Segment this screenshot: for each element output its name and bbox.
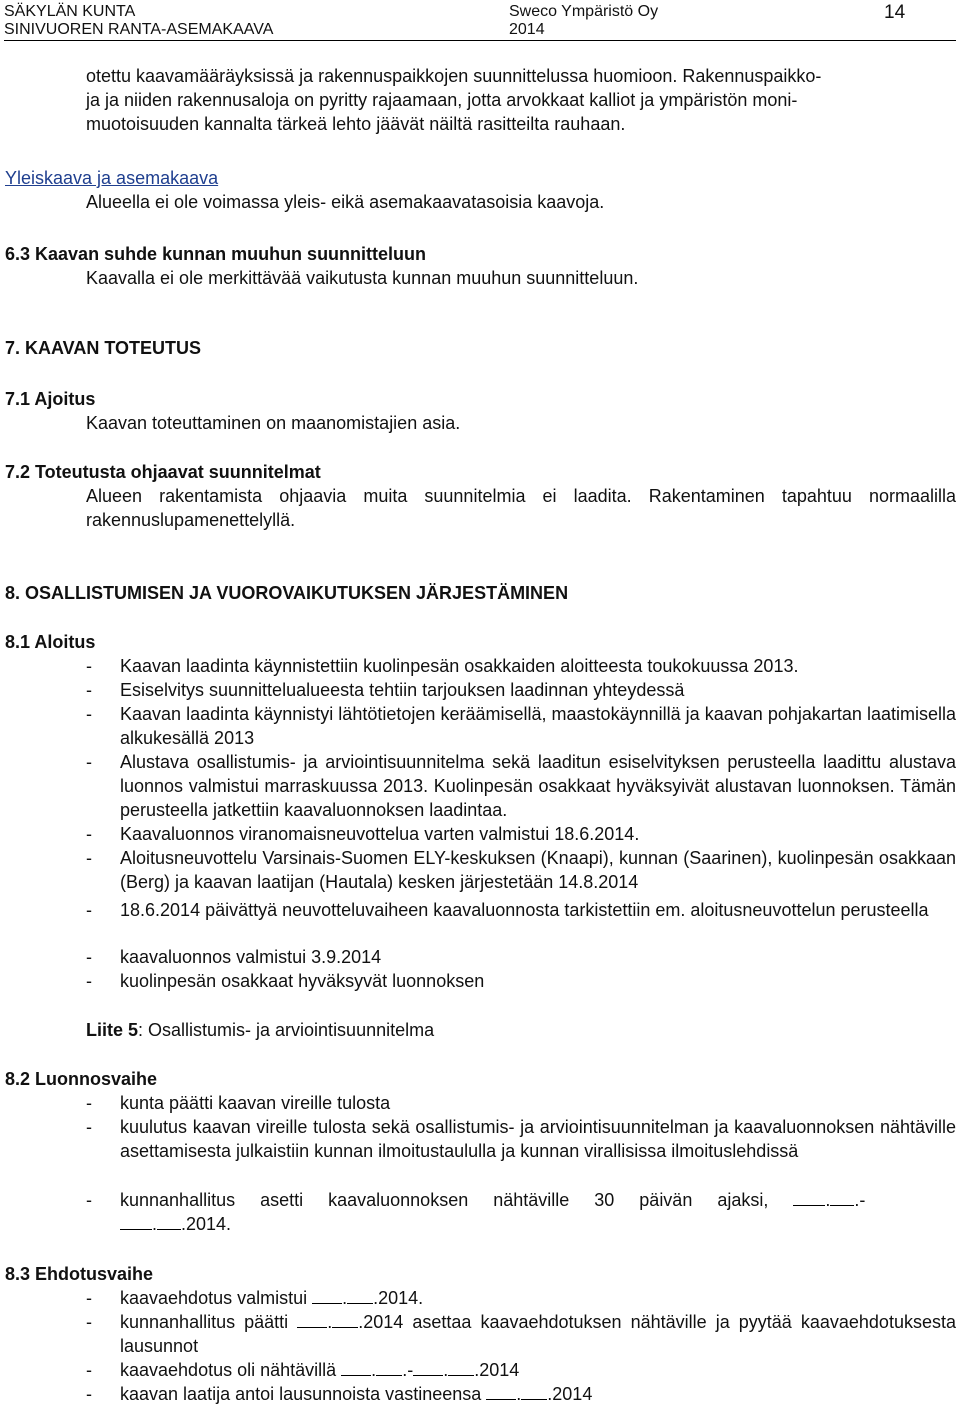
date-blank	[120, 1213, 152, 1230]
list-dash: -	[86, 1360, 92, 1380]
yleiskaava-text: Alueella ei ole voimassa yleis- eikä asemakaavatasoisia kaavoja.	[86, 192, 605, 212]
date-year: .2014	[547, 1384, 593, 1404]
list-dash: -	[86, 752, 92, 772]
list-item	[86, 678, 956, 702]
section-7-2-heading: 7.2 Toteutusta ohjaavat suunnitelmat	[5, 462, 321, 482]
yleiskaava-heading: Yleiskaava ja asemakaava	[5, 168, 219, 188]
date-year: .2014.	[181, 1214, 232, 1234]
list-item-text: Kaavan laadinta käynnistettiin kuolinpesän osakkaiden aloitteesta toukokuussa 2013.	[120, 656, 799, 676]
list-item-text: kunta päätti kaavan vireille tulosta	[120, 1093, 391, 1113]
list-item-text: Alustava osallistumis- ja arviointisuunnitelma sekä laaditun esiselvityksen perusteella laadittu alustava luonnos valmistui marraskuussa 2013. Kuolinpesän osakkaat hyväksyivät alustavan luonnoksen. Tämän perusteella jatkettiin kaavaluonnoksen laadintaa.	[120, 752, 956, 820]
header-divider	[4, 40, 956, 41]
list-item-text	[120, 1286, 956, 1310]
date-separator: .	[342, 1288, 348, 1308]
list-item-text: Kaavaluonnos viranomaisneuvottelua varten valmistui 18.6.2014.	[120, 824, 640, 844]
section-7-heading: 7. KAAVAN TOTEUTUS	[5, 338, 202, 358]
list-item-text: Kaavan laadinta käynnistyi lähtötietojen keräämisellä, maastokäynnillä ja kaavan pohjakartan laatimisella alkukesällä 2013	[120, 704, 956, 748]
list-dash: -	[86, 947, 92, 967]
header-year: 2014	[509, 21, 545, 38]
page-number: 14	[884, 2, 906, 23]
section-6-3-text: Kaavalla ei ole merkittävää vaikutusta kunnan muuhun suunnitteluun.	[86, 268, 639, 288]
date-separator: .-	[854, 1190, 866, 1210]
list-dash: -	[86, 1288, 92, 1308]
header-municipality: SÄKYLÄN KUNTA	[4, 3, 136, 20]
header-left	[4, 3, 273, 39]
list-item	[86, 846, 956, 894]
list-item-text-part: kunnanhallitus päätti	[120, 1312, 289, 1332]
date-blank	[332, 1311, 358, 1328]
section-8-2-heading: 8.2 Luonnosvaihe	[5, 1069, 158, 1089]
date-separator: .	[371, 1360, 377, 1380]
section-7-1-text: Kaavan toteuttaminen on maanomistajien asia.	[86, 413, 461, 433]
list-dash: -	[86, 704, 92, 724]
header-company: Sweco Ympäristö Oy	[509, 3, 659, 20]
date-blank	[486, 1383, 516, 1400]
list-item	[86, 1310, 956, 1358]
list-item-text: 18.6.2014 päivättyä neuvotteluvaiheen kaavaluonnosta tarkistettiin em. aloitusneuvottelun perusteella	[120, 900, 929, 920]
section-8-3-heading: 8.3 Ehdotusvaihe	[5, 1264, 154, 1284]
list-item	[86, 1115, 956, 1163]
list-item	[86, 750, 956, 822]
date-separator: .	[152, 1214, 158, 1234]
date-year: .2014	[474, 1360, 520, 1380]
list-item-text-part: kaavan laatija antoi lausunnoista vastineensa	[120, 1384, 482, 1404]
list-item	[86, 654, 956, 678]
attachment-label: Liite 5	[86, 1020, 139, 1040]
list-item	[86, 898, 956, 922]
date-blank	[830, 1189, 854, 1206]
list-item-text-part: kaavaehdotus valmistui	[120, 1288, 308, 1308]
list-dash: -	[86, 848, 92, 868]
date-separator: .	[443, 1360, 449, 1380]
date-separator: .-	[402, 1360, 414, 1380]
date-year: .2014.	[373, 1288, 424, 1308]
date-separator: .	[327, 1312, 333, 1332]
list-item-text: Aloitusneuvottelu Varsinais-Suomen ELY-keskuksen (Knaapi), kunnan (Saarinen), kuolinpesän osakkaan (Berg) ja kaavan laatijan (Hautala) kesken järjestetään 14.8.2014	[120, 848, 956, 892]
list-item-text-part: .2014 asettaa kaavaehdotuksen nähtäville ja pyytää kaavaehdotuksesta lausunnot	[120, 1312, 956, 1356]
list-dash: -	[86, 1312, 92, 1332]
date-blank	[448, 1359, 474, 1376]
list-dash: -	[86, 1384, 92, 1404]
date-blank	[157, 1213, 181, 1230]
list-item-text	[120, 1382, 956, 1406]
section-6-3-heading: 6.3 Kaavan suhde kunnan muuhun suunnitteluun	[5, 244, 427, 264]
list-item-text-part: kaavaehdotus oli nähtävillä	[120, 1360, 337, 1380]
attachment-reference	[86, 1018, 434, 1042]
list-item	[86, 1382, 956, 1406]
intro-line-1: otettu kaavamääräyksissä ja rakennuspaikkojen suunnittelussa huomioon. Rakennuspaikko-	[86, 66, 822, 86]
date-blank	[376, 1359, 402, 1376]
list-item	[86, 1188, 956, 1236]
date-blank	[347, 1287, 373, 1304]
list-item-text	[120, 1358, 956, 1382]
section-7-2-text: Alueen rakentamista ohjaavia muita suunnitelmia ei laadita. Rakentaminen tapahtuu normaalilla rakennuslupamenettelyllä.	[86, 486, 956, 530]
list-item	[86, 1286, 956, 1310]
list-dash: -	[86, 1117, 92, 1137]
attachment-title: : Osallistumis- ja arviointisuunnitelma	[138, 1020, 435, 1040]
date-blank	[793, 1189, 825, 1206]
list-item	[86, 702, 956, 750]
section-8-1-heading: 8.1 Aloitus	[5, 632, 96, 652]
list-item-text: kuulutus kaavan vireille tulosta sekä osallistumis- ja arviointisuunnitelman ja kaavaluonnoksen nähtäville asettamisesta julkaistiin kunnan ilmoitustaululla ja kunnan virallisissa ilmoituslehdissä	[120, 1117, 956, 1161]
list-dash: -	[86, 656, 92, 676]
header-plan-name: SINIVUOREN RANTA-ASEMAKAAVA	[4, 21, 274, 38]
section-8-heading: 8. OSALLISTUMISEN JA VUOROVAIKUTUKSEN JÄRJESTÄMINEN	[5, 583, 569, 603]
section-7-1-heading: 7.1 Ajoitus	[5, 389, 96, 409]
list-dash: -	[86, 900, 92, 920]
list-item-text: kuolinpesän osakkaat hyväksyvät luonnoksen	[120, 971, 485, 991]
date-blank	[413, 1359, 443, 1376]
date-blank	[312, 1287, 342, 1304]
list-item-text-part: kunnanhallitus asetti kaavaluonnoksen nähtäville 30 päivän ajaksi,	[120, 1190, 769, 1210]
list-item	[86, 945, 956, 969]
date-separator: .	[516, 1384, 522, 1404]
date-blank	[521, 1383, 547, 1400]
list-item-text	[120, 1310, 956, 1358]
list-dash: -	[86, 1093, 92, 1113]
intro-line-3: muotoisuuden kannalta tärkeä lehto jäävät näiltä rasitteilta rauhaan.	[86, 114, 626, 134]
list-item	[86, 822, 956, 846]
list-dash: -	[86, 971, 92, 991]
list-item	[86, 1091, 956, 1115]
list-item	[86, 969, 956, 993]
list-item-text	[120, 1188, 956, 1236]
intro-line-2: ja ja niiden rakennusaloja on pyritty rajaamaan, jotta arvokkaat kalliot ja ympäristön moni-	[86, 90, 798, 110]
list-item	[86, 1358, 956, 1382]
list-item-text: Esiselvitys suunnittelualueesta tehtiin tarjouksen laadinnan yhteydessä	[120, 680, 685, 700]
header-center	[509, 3, 658, 39]
list-dash: -	[86, 824, 92, 844]
list-dash: -	[86, 680, 92, 700]
list-item-text: kaavaluonnos valmistui 3.9.2014	[120, 947, 382, 967]
list-dash: -	[86, 1190, 92, 1210]
date-blank	[297, 1311, 327, 1328]
date-separator: .	[825, 1190, 831, 1210]
date-blank	[341, 1359, 371, 1376]
